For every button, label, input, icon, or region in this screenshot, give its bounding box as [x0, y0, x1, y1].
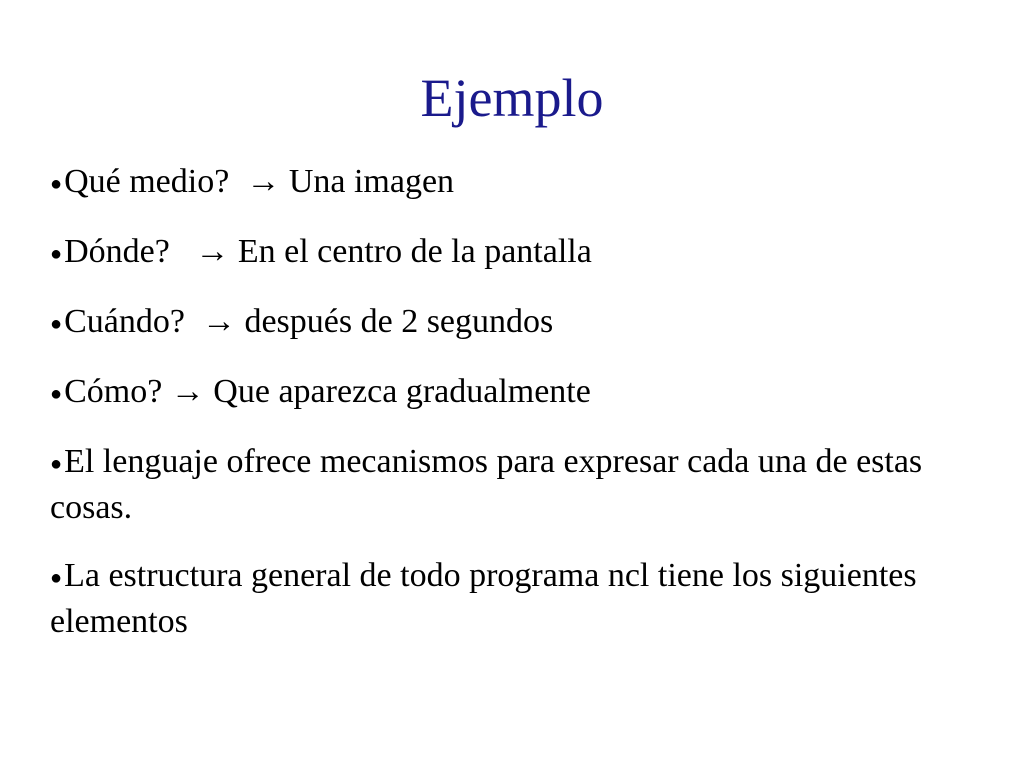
bullet-item [50, 370, 950, 416]
bullet-dot-icon: ● [50, 173, 63, 195]
bullet-dot-icon: ● [50, 383, 63, 405]
bullet-item [50, 554, 950, 644]
bullet-item [50, 440, 950, 530]
bullet-item [50, 300, 950, 346]
bullet-text: Cómo? → Que aparezca gradualmente [64, 373, 591, 410]
bullet-dot-icon: ● [50, 243, 63, 265]
slide-title: Ejemplo [420, 68, 604, 128]
bullet-list [50, 160, 950, 668]
bullet-text: Dónde? → En el centro de la pantalla [64, 233, 592, 270]
bullet-dot-icon: ● [50, 567, 63, 589]
bullet-text: La estructura general de todo programa ncl tiene los siguientes elementos [50, 557, 917, 640]
bullet-dot-icon: ● [50, 453, 63, 475]
bullet-dot-icon: ● [50, 313, 63, 335]
bullet-text: Qué medio? → Una imagen [64, 163, 455, 200]
bullet-text: El lenguaje ofrece mecanismos para expresar cada una de estas cosas. [50, 443, 923, 526]
bullet-item [50, 160, 950, 206]
bullet-item [50, 230, 950, 276]
bullet-text: Cuándo? → después de 2 segundos [64, 303, 554, 340]
